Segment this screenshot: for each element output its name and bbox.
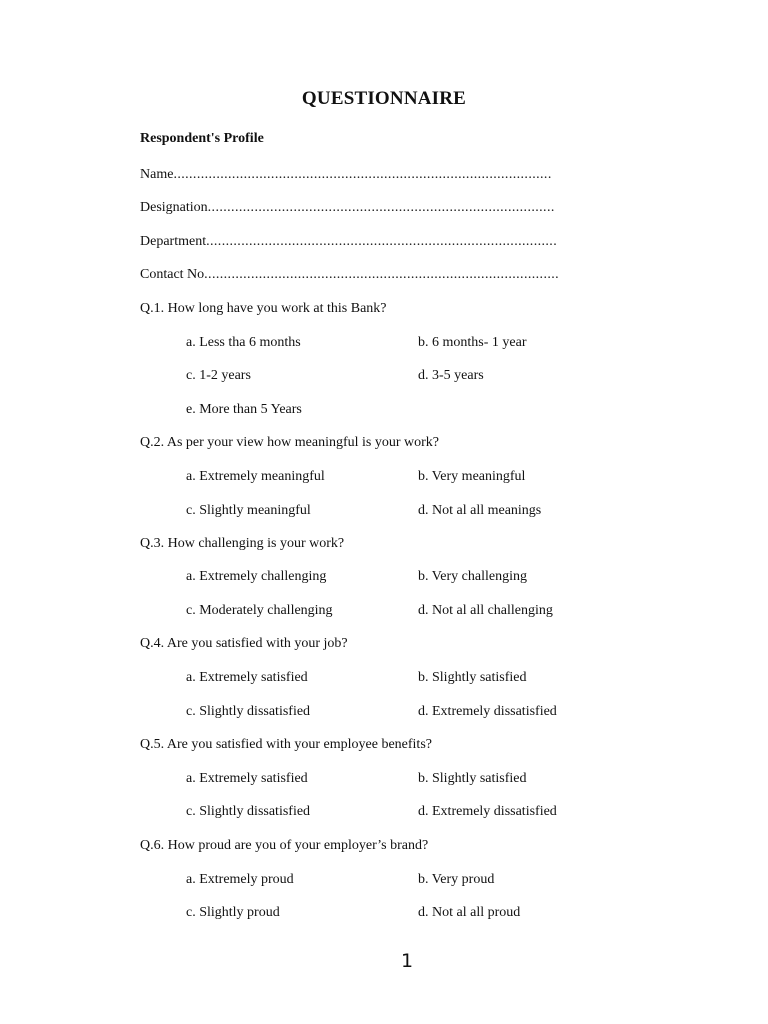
q4-option-c[interactable]: c. Slightly dissatisfied (186, 704, 311, 719)
name-field[interactable] (140, 167, 570, 183)
profile-heading: Respondent's Profile (140, 131, 264, 146)
designation-field[interactable] (140, 200, 570, 216)
q4-option-a[interactable]: a. Extremely satisfied (186, 670, 308, 685)
q2-option-a[interactable]: a. Extremely meaningful (186, 469, 325, 484)
q3-option-a[interactable]: a. Extremely challenging (186, 569, 327, 584)
q2-option-d[interactable]: d. Not al all meanings (418, 503, 542, 518)
q6-option-a[interactable]: a. Extremely proud (186, 872, 294, 887)
field-label: Designation (140, 200, 208, 215)
field-label: Contact No (140, 267, 205, 282)
q1-option-a[interactable]: a. Less tha 6 months (186, 335, 301, 350)
q5-option-d[interactable]: d. Extremely dissatisfied (418, 804, 557, 819)
q1-option-c[interactable]: c. 1-2 years (186, 368, 251, 383)
field-label: Department (140, 234, 207, 249)
q5-option-c[interactable]: c. Slightly dissatisfied (186, 804, 311, 819)
q1-option-b[interactable]: b. 6 months- 1 year (418, 335, 527, 350)
question-4: Q.4. Are you satisfied with your job? (140, 636, 348, 651)
question-6: Q.6. How proud are you of your employer’s brand? (140, 838, 429, 853)
question-3: Q.3. How challenging is your work? (140, 536, 345, 551)
contact-no-field[interactable] (140, 267, 570, 283)
q3-option-d[interactable]: d. Not al all challenging (418, 603, 553, 618)
q1-option-e[interactable]: e. More than 5 Years (186, 402, 302, 417)
field-dots: .......................................................................................... (206, 234, 558, 249)
q2-option-b[interactable]: b. Very meaningful (418, 469, 526, 484)
department-field[interactable] (140, 234, 570, 250)
q1-option-d[interactable]: d. 3-5 years (418, 368, 484, 383)
q4-option-d[interactable]: d. Extremely dissatisfied (418, 704, 557, 719)
page-number: 1 (400, 950, 414, 972)
q4-option-b[interactable]: b. Slightly satisfied (418, 670, 527, 685)
q6-option-c[interactable]: c. Slightly proud (186, 905, 280, 920)
q5-option-b[interactable]: b. Slightly satisfied (418, 771, 527, 786)
q3-option-c[interactable]: c. Moderately challenging (186, 603, 333, 618)
field-label: Name (140, 167, 174, 182)
question-2: Q.2. As per your view how meaningful is your work? (140, 435, 440, 450)
q6-option-d[interactable]: d. Not al all proud (418, 905, 521, 920)
q5-option-a[interactable]: a. Extremely satisfied (186, 771, 308, 786)
q3-option-b[interactable]: b. Very challenging (418, 569, 527, 584)
page-title: QUESTIONNAIRE (301, 88, 467, 109)
field-dots: ................................................................................................. (173, 167, 552, 182)
field-dots: ......................................................................................... (207, 200, 555, 215)
question-1: Q.1. How long have you work at this Bank? (140, 301, 387, 316)
q6-option-b[interactable]: b. Very proud (418, 872, 495, 887)
q2-option-c[interactable]: c. Slightly meaningful (186, 503, 311, 518)
field-dots: ........................................................................................... (204, 267, 560, 282)
question-5: Q.5. Are you satisfied with your employee benefits? (140, 737, 432, 752)
